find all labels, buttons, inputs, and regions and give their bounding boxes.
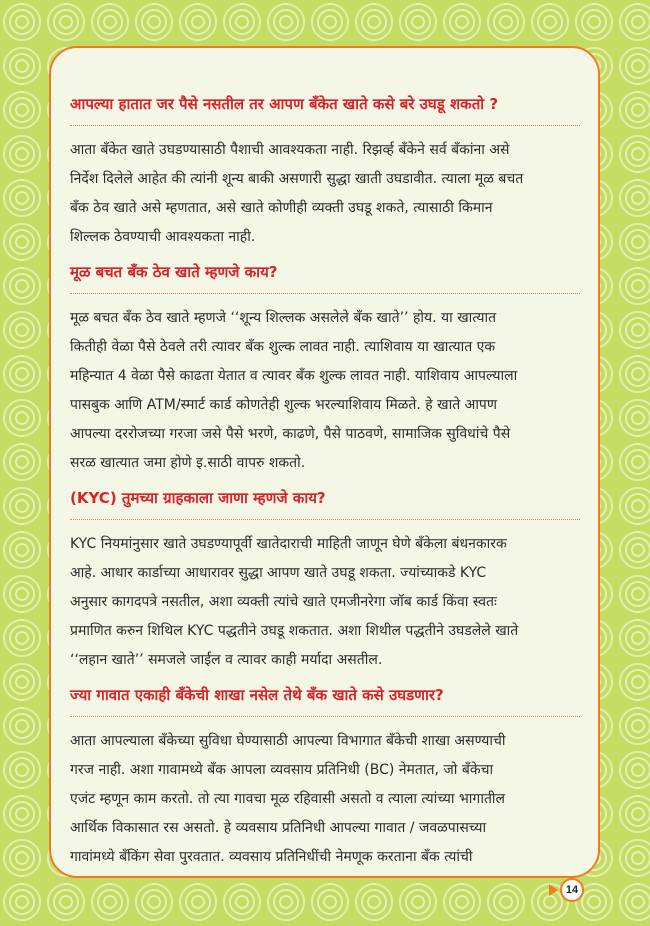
paragraph-line: कितीही वेळा पैसे ठेवले तरी त्यावर बँक शुल्क लावत नाही. त्याशिवाय या खात्यात एक <box>70 339 496 355</box>
divider <box>70 292 580 294</box>
paragraph-line: सरळ खात्यात जमा होणे इ.साठी वापरु शकतो. <box>70 455 306 471</box>
section-paragraph <box>70 727 580 872</box>
paragraph-line: आता आपल्याला बँकेच्या सुविधा घेण्यासाठी आपल्या विभागात बँकेची शाखा असण्याची <box>70 733 506 749</box>
divider <box>70 715 580 717</box>
section-heading: (KYC) तुमच्या ग्राहकाला जाणा म्हणजे काय? <box>70 489 326 507</box>
section-paragraph <box>70 136 580 252</box>
paragraph-line: आर्थिक विकासात रस असतो. हे व्यवसाय प्रतिनिधी आपल्या गावात / जवळपासच्या <box>70 820 487 836</box>
paragraph-line: पासबुक आणि ATM/स्मार्ट कार्ड कोणतेही शुल्क भरल्याशिवाय मिळते. हे खाते आपण <box>70 397 498 413</box>
paragraph-line: अनुसार कागदपत्रे नसतील, अशा व्यक्ती त्यांचे खाते एमजीनरेगा जॉब कार्ड किंवा स्वतः <box>70 594 497 610</box>
paragraph-line: गावांमध्ये बँकिंग सेवा पुरवतात. व्यवसाय प्रतिनिधींची नेमणूक करताना बँक त्यांची <box>70 849 473 865</box>
section-3 <box>70 486 580 675</box>
section-heading: ज्या गावात एकाही बँकेची शाखा नसेल तेथे बँक खाते कसे उघडणार? <box>70 686 444 704</box>
section-heading: आपल्या हातात जर पैसे नसतील तर आपण बँकेत खाते कसे बरे उघडू शकतो ? <box>70 95 499 113</box>
paragraph-line: आपल्या दररोजच्या गरजा जसे पैसे भरणे, काढणे, पैसे पाठवणे, सामाजिक सुविधांचे पैसे <box>70 426 511 442</box>
paragraph-line: मूळ बचत बँक ठेव खाते म्हणजे ‘‘शून्य शिल्लक असलेले बँक खाते’’ होय. या खात्यात <box>70 310 497 326</box>
section-2 <box>70 260 580 478</box>
paragraph-line: KYC नियमांनुसार खाते उघडण्यापूर्वी खातेदाराची माहिती जाणून घेणे बँकेला बंधनकारक <box>70 536 507 552</box>
paragraph-line: एजंट म्हणून काम करतो. तो त्या गावचा मूळ रहिवासी असतो व त्याला त्यांच्या भागातील <box>70 791 506 807</box>
paragraph-line: महिन्यात 4 वेळा पैसे काढता येतात व त्यावर बँक शुल्क लावत नाही. याशिवाय आपल्याला <box>70 368 518 384</box>
divider <box>70 124 580 126</box>
section-paragraph <box>70 530 580 675</box>
paragraph-line: शिल्लक ठेवण्याची आवश्यकता नाही. <box>70 229 256 245</box>
paragraph-line: आहे. आधार कार्डाच्या आधारावर सुद्धा आपण खाते उघडू शकता. ज्यांच्याकडे KYC <box>70 565 487 581</box>
paragraph-line: बँक ठेव खाते असे म्हणतात, असे खाते कोणीही व्यक्ती उघडू शकते, त्यासाठी किमान <box>70 200 493 216</box>
section-paragraph <box>70 304 580 478</box>
divider <box>70 518 580 520</box>
paragraph-line: प्रमाणित करुन शिथिल KYC पद्धतीने उघडू शकतात. अशा शिथील पद्धतीने उघडलेले खाते <box>70 623 519 639</box>
section-heading: मूळ बचत बँक ठेव खाते म्हणजे काय? <box>70 263 278 281</box>
paragraph-line: गरज नाही. अशा गावामध्ये बँक आपला व्यवसाय प्रतिनिधी (BC) नेमतात, जो बँकेचा <box>70 762 494 778</box>
section-1 <box>70 92 580 252</box>
paragraph-line: निर्देश दिलेले आहेत की त्यांनी शून्य बाकी असणारी सुद्धा खाती उघडावीत. त्याला मूळ बचत <box>70 171 524 187</box>
content-panel <box>49 46 600 878</box>
paragraph-line: ‘‘लहान खाते’’ समजले जाईल व त्यावर काही मर्यादा असतील. <box>70 652 383 668</box>
section-4 <box>70 683 580 872</box>
page-number: 14 <box>560 878 584 902</box>
page-number-arrow-icon <box>549 884 558 896</box>
paragraph-line: आता बँकेत खाते उघडण्यासाठी पैशाची आवश्यकता नाही. रिझर्व्ह बँकेने सर्व बँकांना असे <box>70 142 510 158</box>
